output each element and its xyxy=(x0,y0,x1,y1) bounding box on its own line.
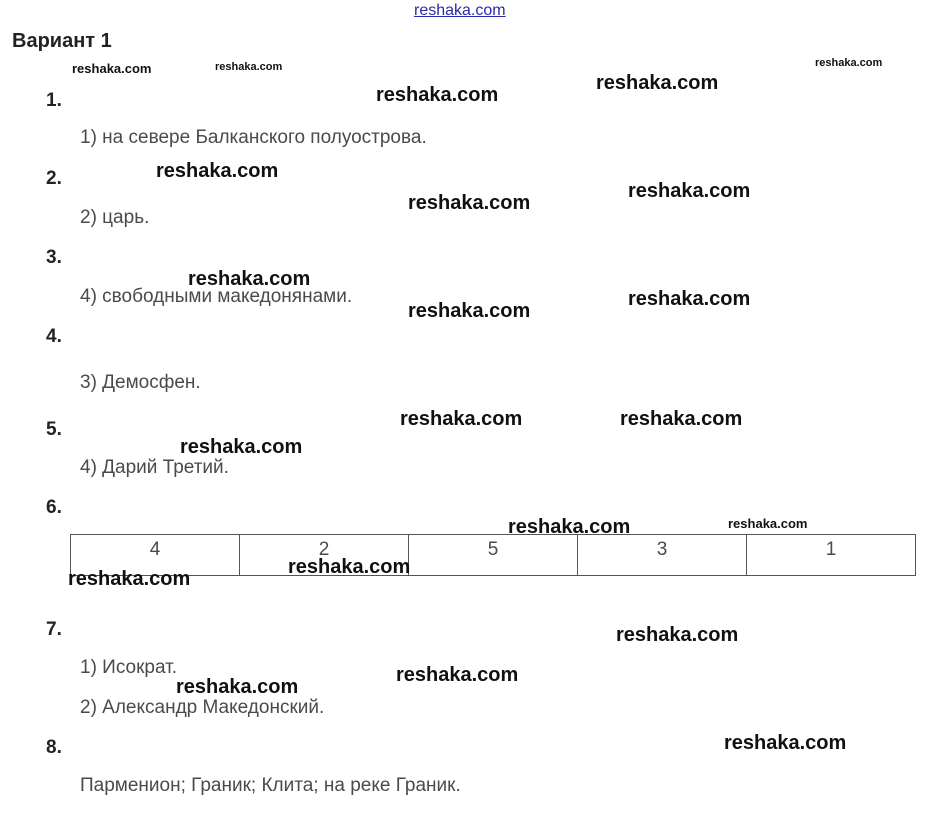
table-cell: 3 xyxy=(578,535,747,576)
answer-1: 1) на севере Балканского полуострова. xyxy=(80,127,427,148)
watermark: reshaka.com xyxy=(628,180,751,202)
table-cell: 2 xyxy=(240,535,409,576)
watermark: reshaka.com xyxy=(215,61,283,73)
sequence-table xyxy=(70,534,916,576)
variant-title: Вариант 1 xyxy=(12,30,112,52)
answer-7-1: 1) Исократ. xyxy=(80,657,178,678)
table-cell: 5 xyxy=(409,535,578,576)
table-cell: 4 xyxy=(71,535,240,576)
watermark: reshaka.com xyxy=(176,676,299,698)
question-number-8: 8. xyxy=(46,737,62,758)
site-link[interactable]: reshaka.com xyxy=(414,2,506,19)
watermark: reshaka.com xyxy=(724,732,847,754)
answer-5: 4) Дарий Третий. xyxy=(80,457,229,478)
table-row xyxy=(71,535,916,576)
watermark: reshaka.com xyxy=(68,568,191,590)
question-number-6: 6. xyxy=(46,497,62,518)
watermark: reshaka.com xyxy=(815,57,883,69)
watermark: reshaka.com xyxy=(400,408,523,430)
watermark: reshaka.com xyxy=(376,84,499,106)
answer-7-2: 2) Александр Македонский. xyxy=(80,697,325,718)
watermark: reshaka.com xyxy=(628,288,751,310)
watermark: reshaka.com xyxy=(188,268,311,290)
watermark: reshaka.com xyxy=(72,61,152,76)
watermark: reshaka.com xyxy=(180,436,303,458)
watermark: reshaka.com xyxy=(508,516,631,538)
question-number-3: 3. xyxy=(46,247,62,268)
watermark: reshaka.com xyxy=(596,72,719,94)
question-number-1: 1. xyxy=(46,90,62,111)
table-cell: 1 xyxy=(747,535,916,576)
watermark: reshaka.com xyxy=(728,516,808,531)
question-number-5: 5. xyxy=(46,419,62,440)
answer-3: 4) свободными македонянами. xyxy=(80,286,353,307)
watermark: reshaka.com xyxy=(396,664,519,686)
answer-8: Парменион; Граник; Клита; на реке Граник. xyxy=(80,775,461,796)
answer-2: 2) царь. xyxy=(80,207,150,228)
question-number-2: 2. xyxy=(46,168,62,189)
question-number-7: 7. xyxy=(46,619,62,640)
watermark: reshaka.com xyxy=(288,556,411,578)
watermark: reshaka.com xyxy=(156,160,279,182)
question-number-4: 4. xyxy=(46,326,62,347)
answer-4: 3) Демосфен. xyxy=(80,372,201,393)
watermark: reshaka.com xyxy=(408,192,531,214)
watermark: reshaka.com xyxy=(620,408,743,430)
watermark: reshaka.com xyxy=(616,624,739,646)
watermark: reshaka.com xyxy=(408,300,531,322)
